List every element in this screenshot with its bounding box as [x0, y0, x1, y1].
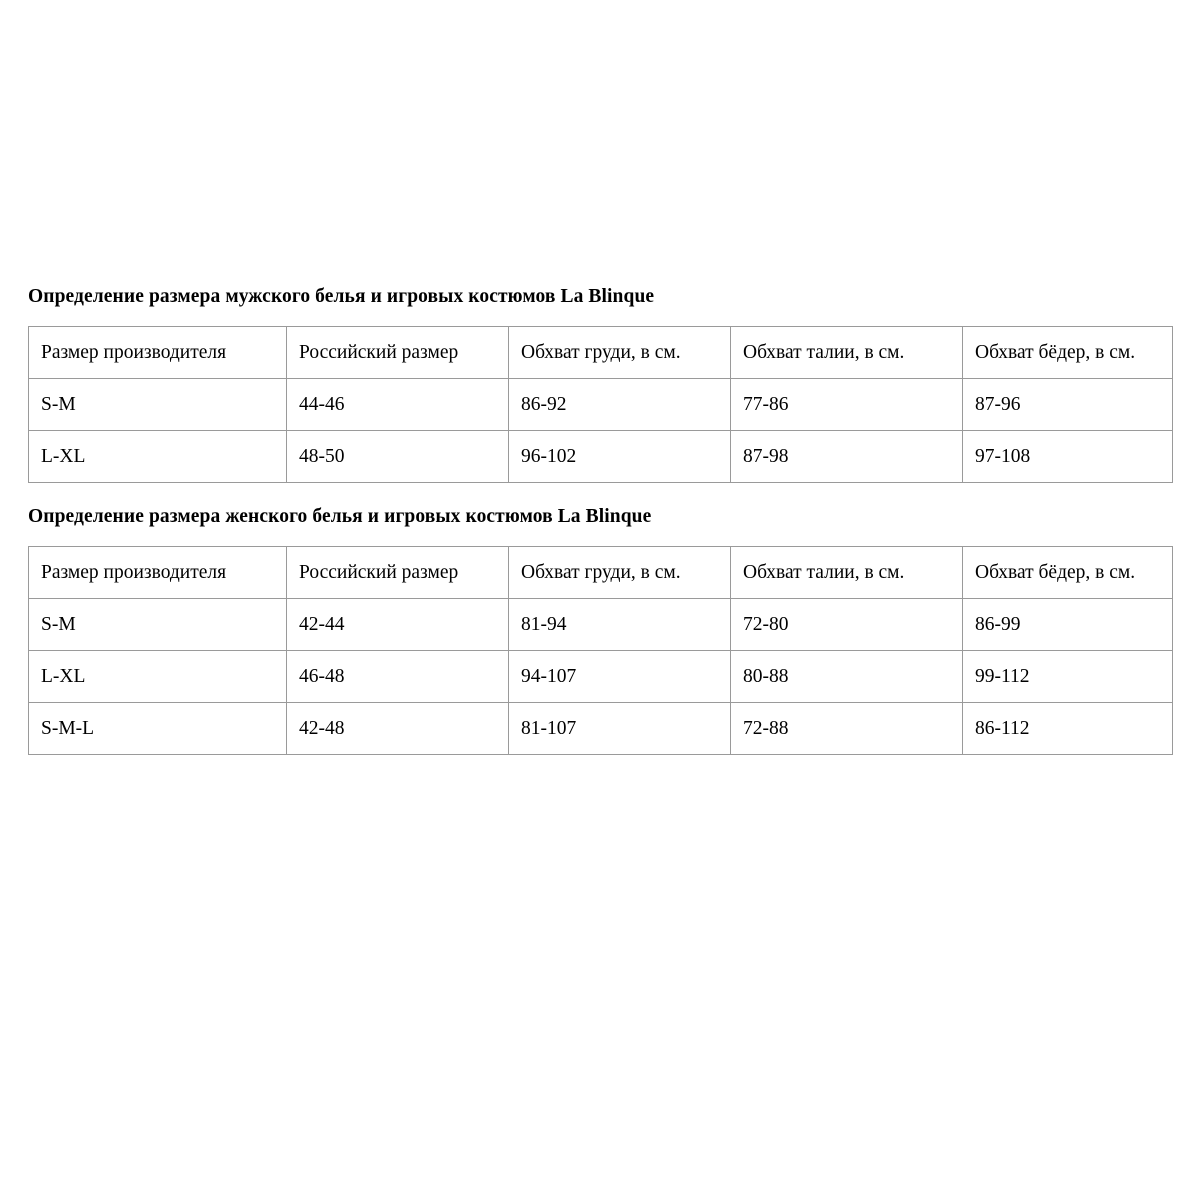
cell-chest: 94-107	[509, 651, 731, 703]
table-row	[29, 431, 1173, 483]
cell-waist: 87-98	[731, 431, 963, 483]
womens-size-section	[28, 505, 1172, 755]
column-header-manufacturer-size: Размер производителя	[29, 547, 287, 599]
cell-hips: 86-112	[963, 703, 1173, 755]
womens-size-section-title: Определение размера женского белья и игровых костюмов La Blinque	[28, 506, 652, 527]
cell-russian-size: 46-48	[287, 651, 509, 703]
table-row	[29, 703, 1173, 755]
table-header-row	[29, 327, 1173, 379]
table-row	[29, 651, 1173, 703]
column-header-chest: Обхват груди, в см.	[509, 547, 731, 599]
cell-russian-size: 44-46	[287, 379, 509, 431]
cell-hips: 86-99	[963, 599, 1173, 651]
mens-size-section-title: Определение размера мужского белья и игровых костюмов La Blinque	[28, 286, 655, 307]
cell-manufacturer-size: L-XL	[29, 431, 287, 483]
column-header-hips: Обхват бёдер, в см.	[963, 327, 1173, 379]
column-header-russian-size: Российский размер	[287, 547, 509, 599]
cell-chest: 86-92	[509, 379, 731, 431]
cell-chest: 96-102	[509, 431, 731, 483]
column-header-waist: Обхват талии, в см.	[731, 327, 963, 379]
column-header-hips: Обхват бёдер, в см.	[963, 547, 1173, 599]
column-header-manufacturer-size: Размер производителя	[29, 327, 287, 379]
mens-size-section	[28, 285, 1172, 483]
column-header-waist: Обхват талии, в см.	[731, 547, 963, 599]
cell-hips: 87-96	[963, 379, 1173, 431]
table-header-row	[29, 547, 1173, 599]
mens-size-table	[28, 326, 1173, 483]
table-row	[29, 599, 1173, 651]
column-header-chest: Обхват груди, в см.	[509, 327, 731, 379]
cell-chest: 81-107	[509, 703, 731, 755]
cell-waist: 72-88	[731, 703, 963, 755]
cell-hips: 99-112	[963, 651, 1173, 703]
table-row	[29, 379, 1173, 431]
womens-size-table	[28, 546, 1173, 755]
cell-russian-size: 48-50	[287, 431, 509, 483]
cell-waist: 72-80	[731, 599, 963, 651]
cell-russian-size: 42-48	[287, 703, 509, 755]
cell-waist: 80-88	[731, 651, 963, 703]
cell-manufacturer-size: S-M	[29, 379, 287, 431]
cell-manufacturer-size: L-XL	[29, 651, 287, 703]
cell-manufacturer-size: S-M	[29, 599, 287, 651]
column-header-russian-size: Российский размер	[287, 327, 509, 379]
cell-russian-size: 42-44	[287, 599, 509, 651]
cell-chest: 81-94	[509, 599, 731, 651]
cell-waist: 77-86	[731, 379, 963, 431]
cell-manufacturer-size: S-M-L	[29, 703, 287, 755]
cell-hips: 97-108	[963, 431, 1173, 483]
